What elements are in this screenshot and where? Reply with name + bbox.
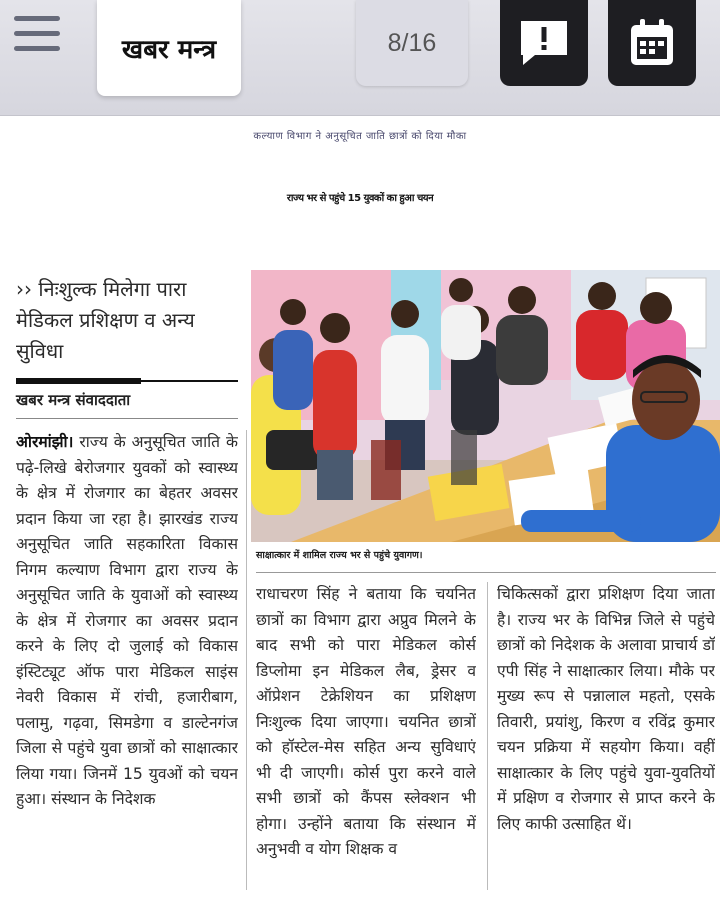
calendar-icon xyxy=(627,17,677,69)
article-column-1 xyxy=(16,430,238,890)
column-divider xyxy=(487,582,488,890)
feedback-button[interactable] xyxy=(500,0,588,86)
column-2-text: राधाचरण सिंह ने बताया कि चयनित छात्रों का विभाग द्वारा अप्रुव मिलने के बाद सभी को पारा मेडिकल कोर्स डिप्लोमा इन मेडिकल लैब, ड्रेसर व ऑप्रेशन टेक्रेशियन का प्रशिक्षण निःशुल्क दिया जाएगा। चयनित छात्रों को हॉस्टेल-मेस सहित अन्य सुविधाएं भी दी जाएगी। कोर्स पुरा करने वाले सभी छात्रों को कैंपस स्लेक्शन भी होगा। उन्होंने बताया कि संस्थान में अनुभवी व योग शिक्षक व xyxy=(256,585,476,858)
caption-divider xyxy=(256,572,716,573)
top-app-bar xyxy=(0,0,720,116)
article-column-3 xyxy=(497,582,715,890)
byline-divider xyxy=(16,418,238,419)
photo-caption: साक्षात्कार में शामिल राज्य भर से पहुंचे युवागण। xyxy=(256,550,423,561)
calendar-button[interactable] xyxy=(608,0,696,86)
column-divider xyxy=(246,430,247,890)
logo-text: खबर मन्त्र xyxy=(121,35,217,65)
page-counter[interactable]: 8/16 xyxy=(356,0,468,86)
article-kicker: कल्याण विभाग ने अनुसूचित जाति छात्रों को दिया मौका xyxy=(253,131,467,142)
newspaper-logo[interactable] xyxy=(97,0,241,96)
menu-icon[interactable] xyxy=(14,14,62,54)
byline-rule xyxy=(16,378,238,384)
article-column-2 xyxy=(256,582,476,890)
dateline: ओरमांझी। xyxy=(16,433,74,451)
article-subhead: ›› निःशुल्क मिलेगा पारा मेडिकल प्रशिक्षण व अन्य सुविधा xyxy=(16,277,195,363)
byline: खबर मन्त्र संवाददाता xyxy=(16,391,131,409)
article-photo[interactable] xyxy=(251,270,720,542)
column-1-text: राज्य के अनुसूचित जाति के पढ़े-लिखे बेरोजगार युवकों को स्वास्थ्य के क्षेत्र में रोजगार का बेहतर अवसर प्रदान किया जा रहा है। झारखंड राज्य अनुसूचित जाति सहकारिता विकास निगम कल्याण विभाग द्वारा राज्य के अनुसूचित जाति के युवाओं को स्वास्थ्य के क्षेत्र में रोजगार का अवसर प्रदान करने के लिए दो जुलाई को विकास इंस्टिट्यूट ऑफ पारा मेडिकल साइंस नेवरी विकास में रांची, हजारीबाग, पलामु, गढ़वा, सिमडेगा व डाल्टेनगंज जिला से पहुंचे युवा छात्रों को साक्षात्कार लिया गया। जिनमें 15 युवओं को चयन हुआ। संस्थान के निदेशक xyxy=(16,433,238,808)
article-headline: राज्य भर से पहुंचे 15 युवकों का हुआ चयन xyxy=(286,193,434,204)
feedback-icon xyxy=(517,17,571,69)
column-3-text: चिकित्सकों द्वारा प्रशिक्षण दिया जाता है। राज्य भर के विभिन्न जिले से पहुंचे छात्रों को निदेशक के अलावा प्राचार्य डॉ एपी सिंह ने साक्षात्कार लिया। मौके पर मुख्य रूप से पन्नालाल महतो, एसके तिवारी, प्रयांशु, किरण व रविंद्र कुमार चयन प्रक्रिया में सहयोग किया। वहीं साक्षात्कार के लिए पहुंचे युवा-युवतियों में प्रक्षिण व रोजगार से प्राप्त करने के लिए काफी उत्साहित थें। xyxy=(497,585,715,833)
interview-photo xyxy=(251,270,720,542)
